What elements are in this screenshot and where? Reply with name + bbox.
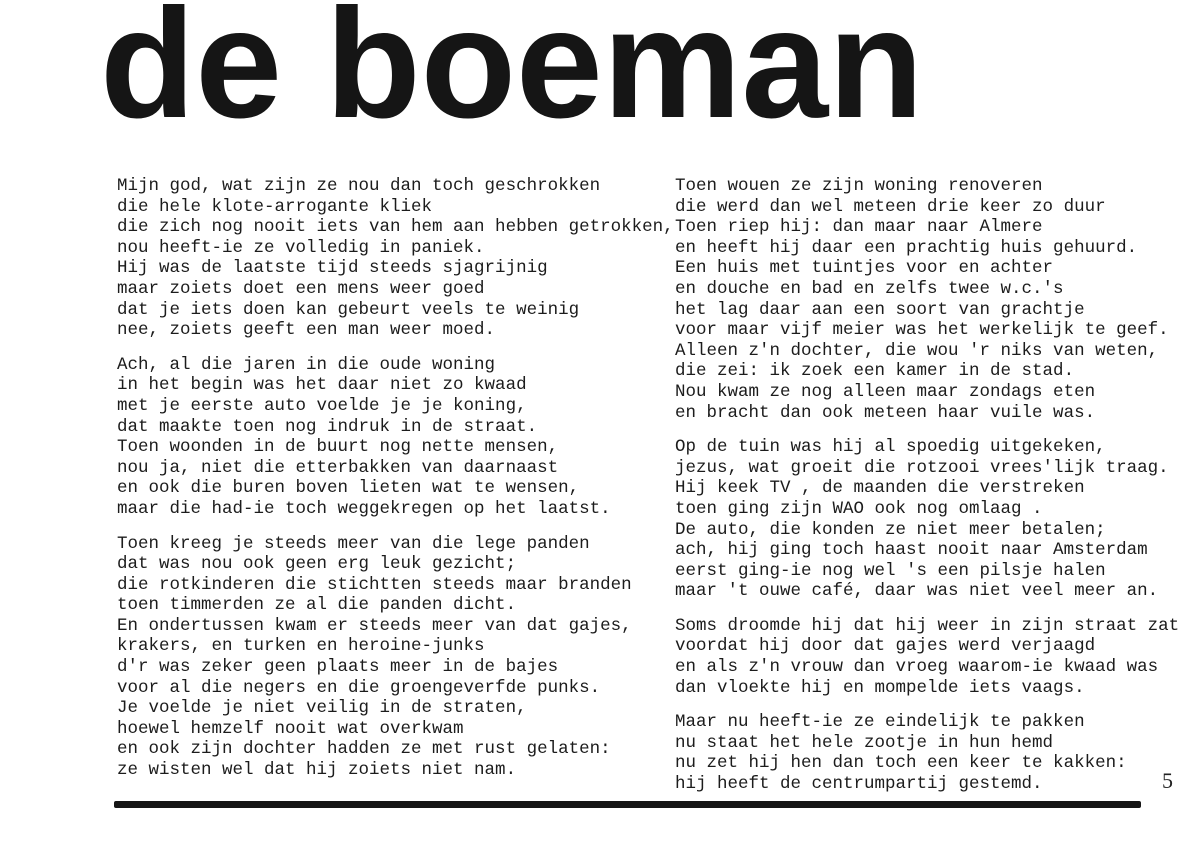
poem-line: maar zoiets doet een mens weer goed	[117, 278, 485, 299]
poem-line: toen timmerden ze al die panden dicht.	[117, 595, 517, 616]
poem-line: Mijn god, wat zijn ze nou dan toch geschrokken	[117, 176, 601, 196]
poem-line: en douche en bad en zelfs twee w.c.'s	[675, 278, 1064, 299]
poem-stanza	[117, 176, 674, 341]
poem-line: De auto, die konden ze niet meer betalen;	[675, 519, 1106, 540]
poem-line: en bracht dan ook meteen haar vuile was.	[675, 402, 1096, 423]
poem-stanza	[675, 437, 1169, 602]
poem-line: nu staat het hele zootje in hun hemd	[675, 732, 1054, 753]
poem-line: die zich nog nooit iets van hem aan hebben getrokken,	[117, 217, 674, 238]
poem-stanza	[117, 534, 637, 781]
poem-line: Soms droomde hij dat hij weer in zijn straat zat	[675, 615, 1180, 636]
poem-line: en ook die buren boven lieten wat te wensen,	[117, 478, 580, 499]
page-title: de boeman	[100, 0, 924, 151]
poem-left-column	[117, 176, 674, 795]
poem-line: d'r was zeker geen plaats meer in de bajes	[117, 657, 559, 678]
poem-line: maar 't ouwe café, daar was niet veel meer an.	[675, 581, 1159, 602]
poem-stanza	[675, 712, 1165, 794]
poem-line: dat maakte toen nog indruk in de straat.	[117, 416, 538, 437]
poem-line: met je eerste auto voelde je je koning,	[117, 395, 527, 416]
poem-line: hoewel hemzelf nooit wat overkwam	[117, 718, 464, 739]
poem-line: hij heeft de centrumpartij gestemd.	[675, 774, 1043, 795]
poem-line: Hij keek TV , de maanden die verstreken	[675, 478, 1085, 499]
poem-line: Nou kwam ze nog alleen maar zondags eten	[675, 381, 1096, 402]
poem-line: nou ja, niet die etterbakken van daarnaast	[117, 457, 559, 478]
poem-line: die werd dan wel meteen drie keer zo duur	[675, 196, 1106, 217]
poem-line: ach, hij ging toch haast nooit naar Amsterdam	[675, 540, 1148, 561]
poem-line: voordat hij door dat gajes werd verjaagd	[675, 636, 1096, 657]
poem-line: het lag daar aan een soort van grachtje	[675, 299, 1085, 320]
bottom-rule	[114, 801, 1141, 808]
poem-line: toen ging zijn WAO ook nog omlaag .	[675, 498, 1043, 519]
poem-stanza	[675, 176, 1169, 423]
poem-line: voor al die negers en die groengeverfde punks.	[117, 677, 601, 698]
poem-line: Ach, al die jaren in die oude woning	[117, 354, 496, 375]
poem-line: Maar nu heeft-ie ze eindelijk te pakken	[675, 712, 1085, 733]
poem-stanza	[675, 615, 1180, 698]
poem-line: Hij was de laatste tijd steeds sjagrijnig	[117, 258, 548, 279]
poem-line: nee, zoiets geeft een man weer moed.	[117, 320, 496, 341]
poem-line: dat je iets doen kan gebeurt veels te weinig	[117, 299, 580, 320]
poem-line: Toen woonden in de buurt nog nette mensen,	[117, 437, 559, 458]
poem-line: voor maar vijf meier was het werkelijk te geef.	[675, 320, 1169, 341]
poem-line: ze wisten wel dat hij zoiets niet nam.	[117, 760, 517, 781]
poem-line: en als z'n vrouw dan vroeg waarom-ie kwaad was	[675, 657, 1159, 678]
poem-line: die rotkinderen die stichtten steeds maar branden	[117, 574, 632, 595]
poem-line: Alleen z'n dochter, die wou 'r niks van weten,	[675, 340, 1159, 361]
poem-line: eerst ging-ie nog wel 's een pilsje halen	[675, 560, 1106, 581]
poem-line: die zei: ik zoek een kamer in de stad.	[675, 361, 1075, 382]
poem-line: Een huis met tuintjes voor en achter	[675, 258, 1054, 279]
poem-line: nu zet hij hen dan toch een keer te kakken:	[675, 753, 1127, 774]
poem-line: Op de tuin was hij al spoedig uitgekeken,	[675, 437, 1106, 458]
poem-line: Toen wouen ze zijn woning renoveren	[675, 176, 1043, 196]
poem-line: jezus, wat groeit die rotzooi vrees'lijk traag.	[675, 457, 1169, 478]
poem-line: dan vloekte hij en mompelde iets vaags.	[675, 677, 1085, 698]
poem-line: Je voelde je niet veilig in de straten,	[117, 698, 527, 719]
poem-line: en heeft hij daar een prachtig huis gehuurd.	[675, 237, 1138, 258]
page-number: 5	[1162, 768, 1173, 793]
poem-line: maar die had-ie toch weggekregen op het laatst.	[117, 498, 611, 519]
poem-line: dat was nou ook geen erg leuk gezicht;	[117, 554, 517, 575]
poem-line: Toen kreeg je steeds meer van die lege panden	[117, 533, 590, 554]
poem-stanza	[117, 355, 637, 520]
poem-line: Toen riep hij: dan maar naar Almere	[675, 217, 1043, 238]
poem-line: En ondertussen kwam er steeds meer van dat gajes,	[117, 615, 632, 636]
poem-right-column	[675, 176, 1180, 809]
poem-line: die hele klote-arrogante kliek	[117, 196, 433, 217]
poem-line: krakers, en turken en heroine-junks	[117, 636, 485, 657]
poem-line: nou heeft-ie ze volledig in paniek.	[117, 237, 485, 258]
poem-line: in het begin was het daar niet zo kwaad	[117, 375, 527, 396]
poem-line: en ook zijn dochter hadden ze met rust gelaten:	[117, 739, 611, 760]
